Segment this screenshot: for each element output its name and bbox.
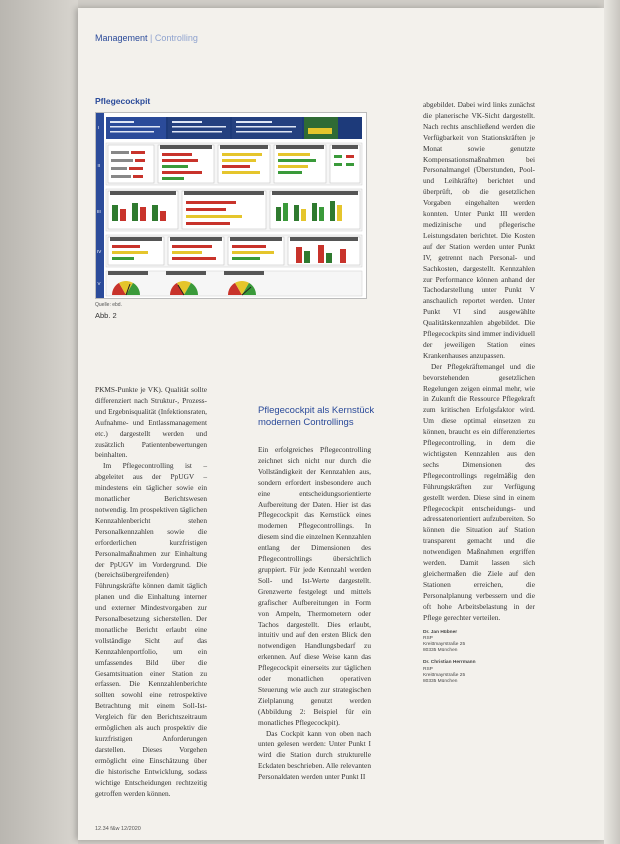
- paragraph: Ein erfolgreiches Pflegecontrolling zeichnet sich nicht nur durch die Vollständigkeit der Kennzahlen aus, sondern erfordert insbesondere auch eine entscheidungsorientierte Aufbereitung der Daten. Hier ist das Pflegecockpit das Kernstück eines modernen Pflegecontrollings. In diesem sind die einzelnen Kennzahlen entlang der Dimensionen des Pflegecontrollings übersichtlich gruppiert. Für jede Kennzahl werden Soll- und Ist-Werte dargestellt. Grenzwerte festgelegt und mittels grafischer Aufbereitungen in Form von Ampeln, Thermometern oder Tachos dargestellt. Dies erlaubt, intuitiv und auf den ersten Blick den notwendigen Handlungsbedarf zu erkennen. Auf diese Weise kann das Pflegecockpit einerseits zur täglichen oder monatlichen operativen Steuerung wie auch zur strategischen Zielplanung genutzt werden (Abbildung 2: Beispiel für ein monatliches Pflegecockpit).: [258, 445, 371, 727]
- text-column-middle: [258, 445, 371, 783]
- author-line: RSP: [423, 666, 433, 672]
- cockpit-row-kosten: [106, 235, 362, 267]
- header-separator: |: [147, 33, 155, 43]
- cockpit-graphic: [96, 113, 366, 298]
- figure-title: Pflegecockpit: [95, 96, 151, 106]
- page-edge: [604, 0, 620, 844]
- paragraph: PKMS-Punkte je VK). Qualität sollte differenziert nach Struktur-, Prozess- und Ergebnisqualität (Infektionsraten, Aufnahme- und Entlassmanagement etc.) dargestellt werden und zusätzlich Patientenbewertungen beinhalten.: [95, 385, 207, 460]
- pflegecockpit-figure: [95, 112, 367, 299]
- author-name: Dr. Christian Herrmann: [423, 660, 476, 666]
- paragraph: Der Pflegekräftemangel und die bevorstehenden gesetzlichen Regelungen zeigen einmal mehr, wie in Zukunft die Ressource Pflegekraft zum kritischen Erfolgsfaktor wird. Um diese optimal einsetzen zu können, braucht es ein differenziertes Pflegecontrolling, in dem die wichtigsten Kennzahlen aus den sechs Dimensionen des Pflegecontrollings regelmäßig den Führungskräften zur Verfügung gestellt werden. Diese sind in einem Pflegecockpit entscheidungs- und adressatenorientiert aufzubereiten. So können die Situation auf Station transparent gemacht und die notwendigen Maßnahmen ergriffen werden. Damit lassen sich gleichermaßen die Ziele auf den Stationen erreichen, die Personalplanung verbessern und die oft hohe Arbeitsbelastung in der Pflege gerechter verteilen.: [423, 361, 535, 622]
- author-line: Kreittmayrstraße 25: [423, 672, 466, 678]
- cockpit-row-leistung: [106, 189, 362, 231]
- row-label-i: I: [98, 125, 100, 130]
- text-column-right: [423, 100, 535, 685]
- cockpit-side-band: [96, 113, 104, 298]
- author-block: [423, 630, 535, 655]
- figure-caption: Abb. 2: [95, 311, 117, 320]
- row-label-ii: II: [97, 163, 101, 168]
- paragraph: abgebildet. Dabei wird links zunächst die planerische VK-Sicht dargestellt. Nach rechts anschließend werden die Verfügbarkeit von Stationskräften je Monat sowie genutzte Kompensationsmaßnahmen bei Personalmangel (Überstunden, Pool- und Leihkräfte) berichtet und überprüft, ob die gesetzlichen Vorgaben eingehalten werden konnten. Unter Punkt III werden medizinische und pflegerische Leistungsdaten berichtet. Die Kosten auf der Station werden unter Punkt IV, getrennt nach Personal- und Sachkosten, dargestellt. Kennzahlen zur Performance können anhand der Tachodarstellung unter Punkt V anschaulich reportet werden. Unter Punkt VI sind ausgewählte Qualitätskennzahlen abgebildet. Die Pflegecockpits sind immer individuell der jeweiligen Station eines Krankenhauses anzupassen.: [423, 100, 535, 360]
- header-section: Management: [95, 33, 148, 43]
- author-block: [423, 660, 535, 685]
- magazine-page: [78, 8, 604, 840]
- page-footer: 12.34 f&w 12/2020: [95, 826, 141, 832]
- author-line: RSP: [423, 635, 433, 641]
- author-line: 80335 München: [423, 678, 458, 684]
- cockpit-row-personal: [106, 143, 362, 185]
- row-label-v: V: [97, 281, 101, 286]
- paragraph: Das Cockpit kann von oben nach unten gelesen werden: Unter Punkt I wird die Station durch strukturelle Eckdaten beschrieben. Alle relevanten Personaldaten werden unter Punkt II: [258, 728, 371, 782]
- text-column-left: [95, 385, 207, 799]
- author-line: Kreittmayrstraße 25: [423, 641, 466, 647]
- row-label-iv: IV: [97, 249, 102, 254]
- section-heading: Pflegecockpit als Kernstück modernen Controllings: [258, 405, 375, 428]
- author-name: Dr. Jan Hübner: [423, 629, 458, 635]
- figure-source: Quelle: ebd.: [95, 302, 122, 308]
- section-header: [95, 33, 198, 43]
- paragraph: Im Pflegecontrolling ist – abgeleitet aus der PpUGV – mindestens ein täglicher sowie ein monatlicher Berichtswesen notwendig. Im prospektiven täglichen Kennzahlenbericht stehen Personalkennzahlen sowie die erforderlichen kurzfristigen Personalmaßnahmen zur Einhaltung der PpUGV im Vordergrund. Die (bereichsübergreifenden) Führungskräfte können damit täglich planen und die Einhaltung interner und externer Mindestvorgaben zur Personalbesetzung sicherstellen. Der monatliche Bericht erlaubt eine vollständige Sicht auf das Kennzahlenportfolio, um ein umfassendes Bild über die Gesamtsituation einer Station zu erfassen. Die Kennzahlenberichte sollten sowohl eine retrospektive Betrachtung mit einem Soll-Ist-Vergleich für den Berichtszeitraum ermöglichen als auch prospektiv die kurzfristigen Anforderungen darstellen. Dieses Vorgehen ermöglicht eine Einschätzung über die historische Entwicklung, sodass wichtige Entscheidungen rechtzeitig getroffen werden können.: [95, 461, 207, 798]
- author-line: 80335 München: [423, 648, 458, 654]
- cockpit-row-tachos: [106, 271, 362, 296]
- book-gutter: [0, 0, 78, 844]
- header-subsection: Controlling: [154, 33, 198, 43]
- row-label-iii: III: [97, 209, 101, 214]
